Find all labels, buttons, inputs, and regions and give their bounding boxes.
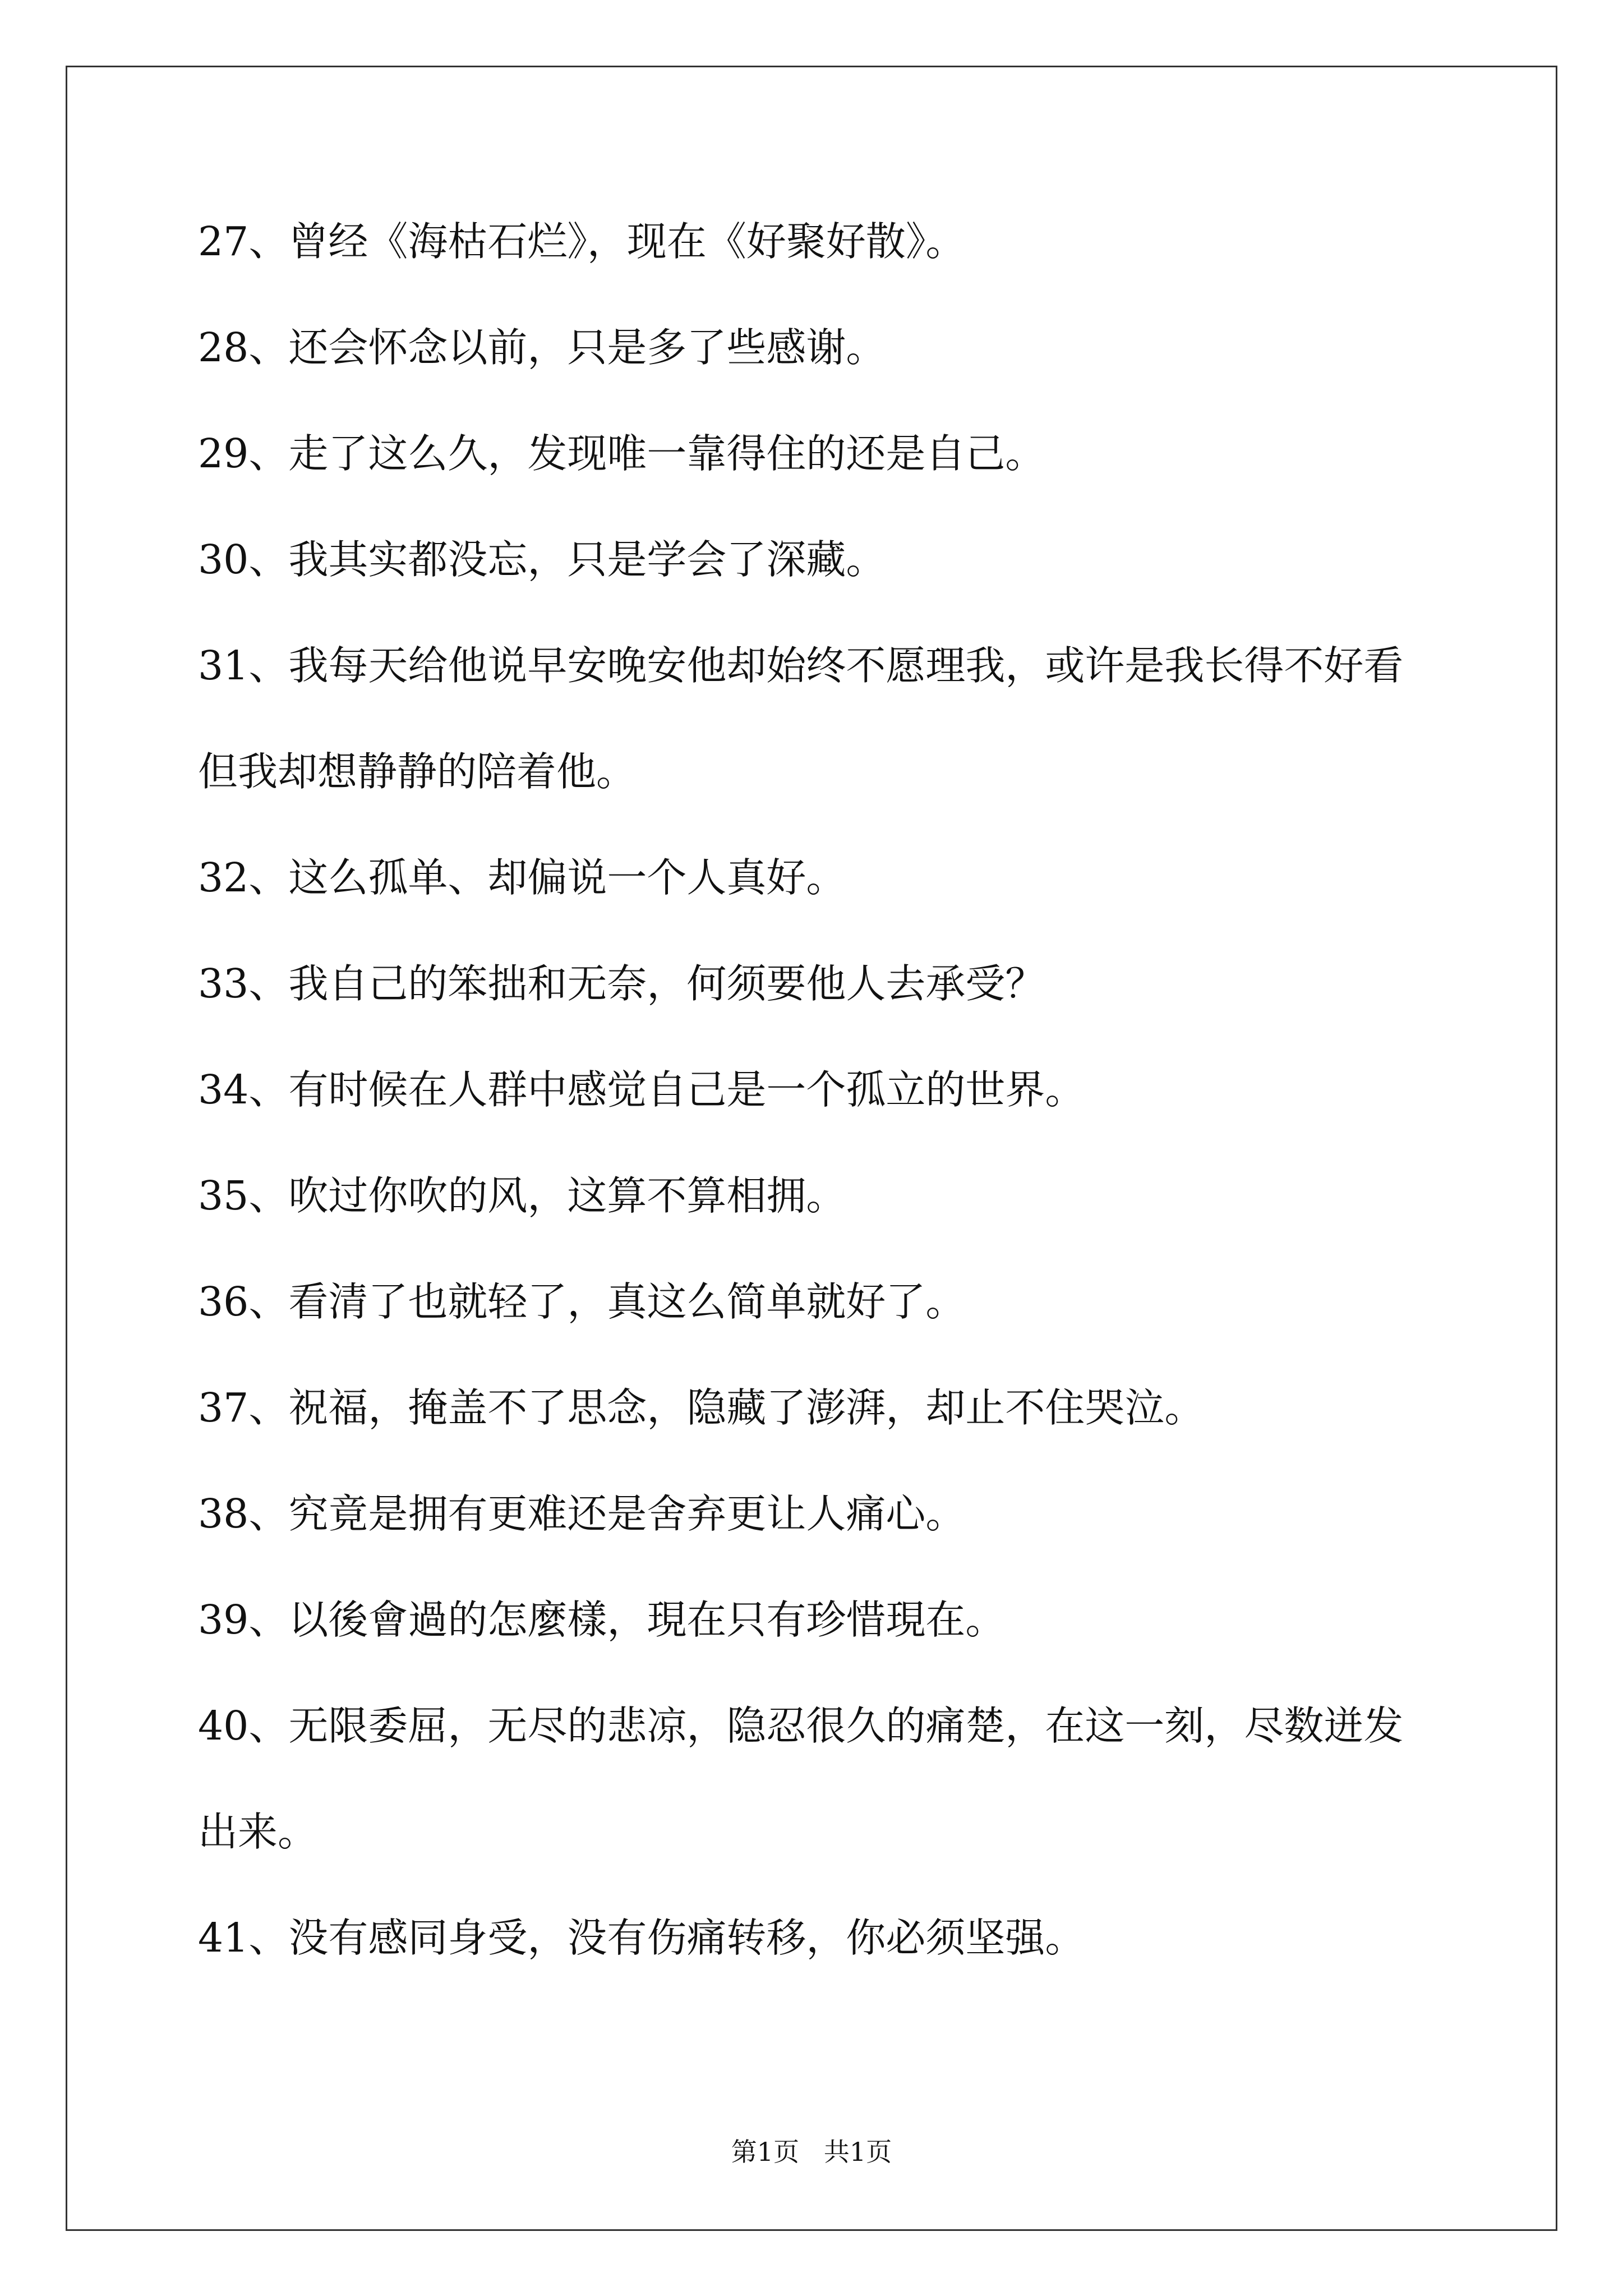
text-line: 29、走了这么久，发现唯一靠得住的还是自己。: [198, 430, 1045, 477]
text-line: 出来。: [198, 1809, 318, 1855]
text-line: 30、我其实都没忘，只是学会了深藏。: [198, 536, 886, 583]
text-line: 36、看清了也就轻了，真这么简单就好了。: [198, 1278, 966, 1325]
document-body: [198, 218, 1465, 2024]
text-line: 40、无限委屈，无尽的悲凉，隐忍很久的痛楚，在这一刻，尽数迸发: [198, 1703, 1404, 1749]
text-line: 32、这么孤单、却偏说一个人真好。: [198, 854, 846, 901]
text-line: 27、曾经《海枯石烂》，现在《好聚好散》。: [198, 218, 966, 265]
text-line: 28、还会怀念以前，只是多了些感谢。: [198, 324, 886, 371]
text-line: 34、有时候在人群中感觉自己是一个孤立的世界。: [198, 1066, 1085, 1113]
text-line: 33、我自己的笨拙和无奈，何须要他人去承受？: [198, 960, 1045, 1007]
text-line: 38、究竟是拥有更难还是舍弃更让人痛心。: [198, 1490, 966, 1537]
text-line: 37、祝福，掩盖不了思念，隐藏了澎湃，却止不住哭泣。: [198, 1384, 1205, 1431]
text-line: 35、吹过你吹的风，这算不算相拥。: [198, 1172, 846, 1219]
page-footer: 第1页 共1页: [731, 2137, 892, 2167]
text-line: 39、以後會過的怎麼樣，現在只有珍惜現在。: [198, 1596, 1006, 1643]
text-line: 41、没有感同身受，没有伤痛转移，你必须坚强。: [198, 1915, 1085, 1961]
text-line: 但我却想静静的陪着他。: [198, 748, 637, 795]
text-line: 31、我每天给他说早安晚安他却始终不愿理我，或许是我长得不好看: [198, 642, 1404, 689]
